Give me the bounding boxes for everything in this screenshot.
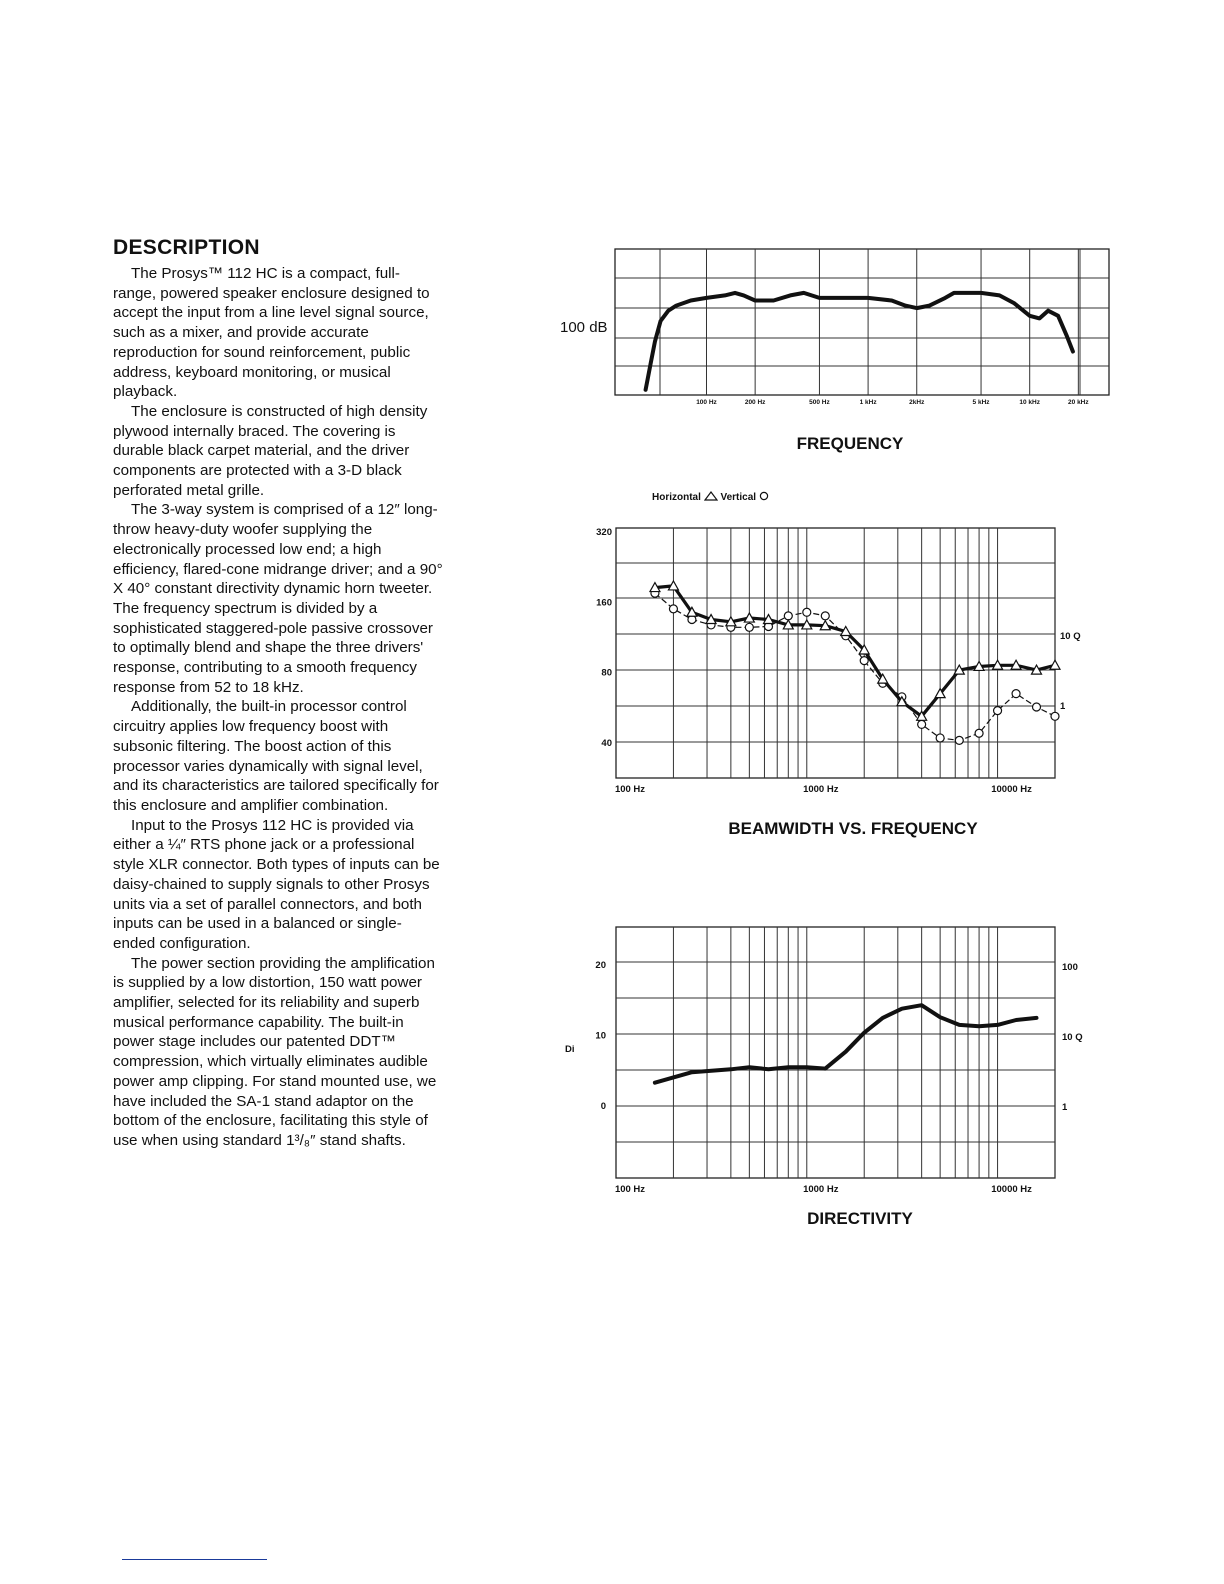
directivity-y-tick-label: 0 [600, 1101, 606, 1112]
directivity-x-tick-label: 1000 Hz [803, 1184, 839, 1195]
frequency-tick-label: 500 Hz [809, 399, 830, 406]
frequency-tick-label: 100 Hz [696, 399, 717, 406]
beamwidth-y-tick-label: 80 [601, 667, 612, 679]
directivity-y-tick-label: 20 [595, 960, 606, 971]
beamwidth-y-tick-label: 40 [601, 737, 612, 749]
beamwidth-chart-title: BEAMWIDTH VS. FREQUENCY [728, 819, 978, 838]
directivity-right-label: 1 [1062, 1102, 1068, 1113]
beamwidth-y-tick-label: 160 [596, 597, 612, 609]
footer-rule [122, 1559, 267, 1560]
directivity-y-axis-label: Di [565, 1044, 575, 1055]
frequency-chart-title: FREQUENCY [796, 434, 904, 453]
beamwidth-right-label: 1 [1060, 701, 1066, 712]
beamwidth-x-tick-label: 1000 Hz [803, 784, 839, 795]
frequency-tick-label: 200 Hz [744, 399, 766, 406]
beamwidth-y-tick-label: 320 [596, 527, 612, 538]
directivity-chart-title: DIRECTIVITY [807, 1209, 913, 1228]
frequency-tick-label: 2kHz [909, 399, 925, 406]
frequency-tick-label: 20 kHz [1068, 399, 1089, 406]
frequency-tick-label: 1 kHz [859, 399, 877, 406]
description-heading: DESCRIPTION [113, 236, 260, 259]
directivity-right-label: 10 Q [1062, 1032, 1083, 1043]
directivity-right-label: 100 [1062, 962, 1078, 973]
frequency-tick-label: 10 kHz [1019, 399, 1040, 406]
legend-vertical-label: Vertical [720, 492, 757, 503]
legend-horizontal-label: Horizontal [652, 492, 701, 503]
frequency-tick-label: 5 kHz [972, 399, 990, 406]
directivity-y-tick-label: 10 [595, 1030, 606, 1042]
description-paragraph: The enclosure is constructed of high density plywood internally braced. The covering is durable black carpet material, and the driver components are protected with a 3-D black perforated metal grille. [113, 402, 428, 499]
directivity-x-tick-label: 10000 Hz [991, 1184, 1032, 1195]
description-paragraph: Input to the Prosys 112 HC is provided via either a ¼″ RTS phone jack or a professional style XLR connector. Both types of inputs can be daisy-chained to supply signals to other Prosys units via a set of parallel connectors, and both inputs can be used in a balanced or single-ended configuration. [113, 816, 440, 952]
frequency-reference-label: 100 dB [560, 319, 608, 336]
description-paragraph: The 3-way system is comprised of a 12″ long-throw heavy-duty woofer supplying the electronically processed low end; a high efficiency, flared-cone midrange driver; and a 90° X 40° constant directivity dynamic horn tweeter. The frequency spectrum is divided by a sophisticated staggered-pole passive crossover to optimally blend and shape the three drivers' response, contributing to a smooth frequency response from 52 to 18 kHz. [113, 501, 443, 696]
beamwidth-x-tick-label: 10000 Hz [991, 784, 1032, 795]
beamwidth-right-label: 10 Q [1060, 631, 1081, 642]
description-paragraph: Additionally, the built-in processor control circuitry applies low frequency boost with subsonic filtering. The boost action of this processor varies dynamically with signal level, and its characteristics are tailored specifically for this enclosure and amplifier combination. [113, 698, 439, 814]
directivity-x-tick-label: 100 Hz [614, 1184, 646, 1195]
beamwidth-x-tick-label: 100 Hz [614, 784, 646, 795]
description-paragraph: The power section providing the amplification is supplied by a low distortion, 150 watt power amplifier, selected for its reliability and superb musical performance capability. The built-in power stage includes our patented DDT™ compression, which virtually eliminates audible power amp clipping. For stand mounted use, we have included the SA-1 stand adaptor on the bottom of the enclosure, facilitating this style of use when using standard 1³/₈″ stand shafts. [113, 954, 437, 1149]
description-paragraph: The Prosys™ 112 HC is a compact, full-range, powered speaker enclosure designed to accept the input from a line level signal source, such as a mixer, and provide accurate reproduction for sound reinforcement, public address, keyboard monitoring, or musical playback. [113, 265, 430, 401]
